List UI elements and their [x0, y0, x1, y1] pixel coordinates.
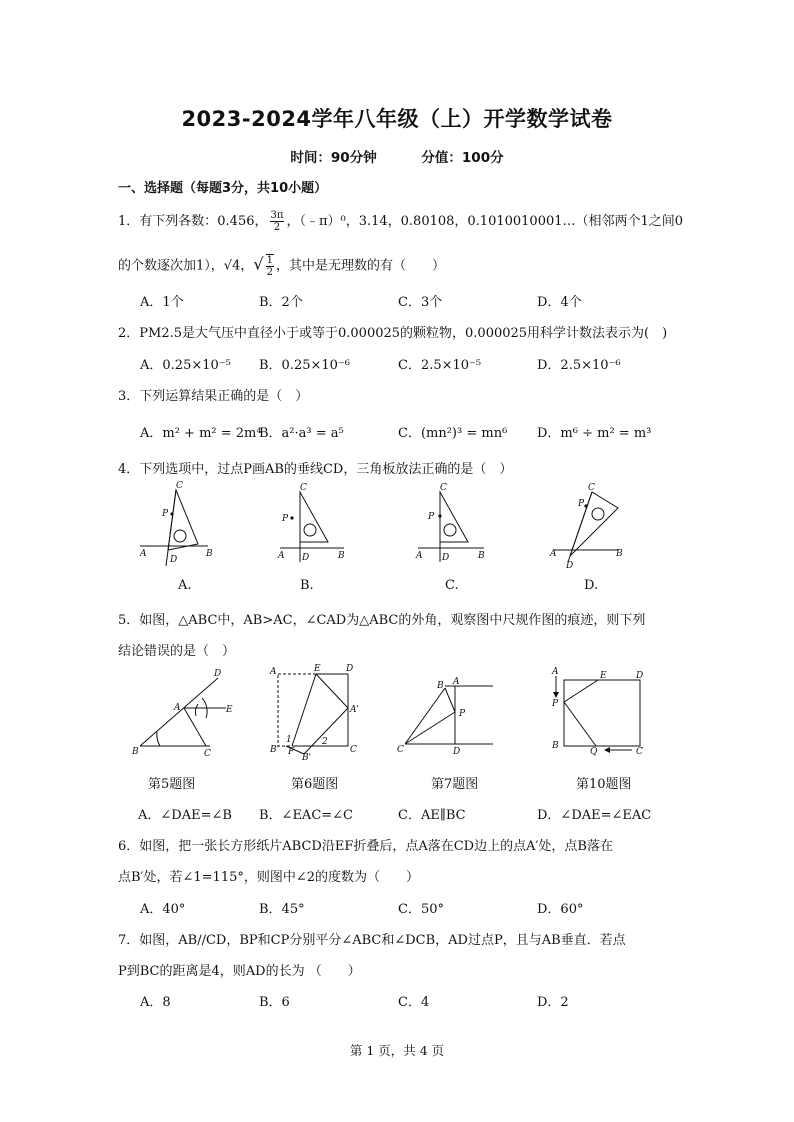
label-c: C — [350, 745, 357, 755]
q1-option-b[interactable]: B．2个 — [259, 295, 303, 310]
q4-figure-a — [136, 478, 226, 570]
label-b: B — [552, 741, 559, 751]
figure-q7 — [395, 672, 497, 760]
label-a: A — [416, 551, 423, 561]
label-d: D — [346, 664, 354, 674]
label-p: P — [459, 709, 466, 719]
q4-caption-b: B. — [300, 578, 314, 593]
q4-caption-a: A. — [178, 578, 192, 593]
label-p: P — [428, 512, 435, 522]
figure-q10 — [548, 666, 648, 758]
q2-option-d[interactable]: D．2.5×10⁻⁶ — [537, 358, 621, 373]
label-b: B — [338, 551, 345, 561]
q6-option-d[interactable]: D．60° — [537, 902, 584, 917]
label-c: C — [204, 749, 211, 759]
q7-option-b[interactable]: B．6 — [259, 995, 290, 1010]
figure-q5 — [130, 664, 245, 759]
question-6-line2: 点B′处，若∠1=115°，则图中∠2的度数为（ ） — [118, 870, 420, 885]
label-d: D — [302, 553, 310, 563]
q7-option-c[interactable]: C．4 — [398, 995, 430, 1010]
label-c: C — [300, 483, 307, 493]
question-4: 4．下列选项中，过点P画AB的垂线CD，三角板放法正确的是（ ） — [118, 462, 513, 477]
q4-figure-b — [276, 478, 366, 570]
label-f: F — [288, 747, 295, 757]
label-a: A — [174, 703, 181, 713]
exam-info — [0, 146, 794, 166]
label-p: P — [552, 699, 559, 709]
label-d: D — [453, 747, 461, 757]
label-angle-1: 1 — [286, 735, 292, 745]
section-heading: 一、选择题（每题3分，共10小题） — [118, 181, 328, 196]
question-7-line2: P到BC的距离是4，则AD的长为 （ ） — [118, 964, 361, 979]
question-7-line1: 7．如图，AB//CD，BP和CP分别平分∠ABC和∠DCB，AD过点P，且与AB垂直．若点 — [118, 933, 626, 948]
label-q: Q — [590, 747, 598, 757]
label-c: C — [636, 747, 643, 757]
label-d: D — [566, 561, 574, 570]
label-a: A — [550, 549, 557, 559]
question-1-line2: 的个数逐次加1），√4，√ $\frac{1}{2}$ ，其中是无理数的有（ ） — [118, 254, 445, 278]
page-title: 2023-2024学年八年级（上）开学数学试卷 — [181, 107, 613, 131]
label-a-prime: A' — [350, 705, 359, 715]
label-c: C — [440, 483, 447, 493]
label-a: A — [278, 551, 285, 561]
q7-option-d[interactable]: D．2 — [537, 995, 569, 1010]
q4-figure-c — [414, 478, 504, 570]
label-b-prime-left: B' — [270, 745, 280, 755]
fraction-3pi-over-2: $\frac{3\pi}{2}$ — [270, 210, 284, 233]
label-c: C — [588, 483, 595, 493]
q6-option-b[interactable]: B．45° — [259, 902, 305, 917]
label-b: B — [437, 681, 444, 691]
question-2: 2．PM2.5是大气压中直径小于或等于0.000025的颗粒物，0.000025用科学计数法表示为( ) — [118, 326, 668, 341]
caption-figure-6: 第6题图 — [291, 777, 339, 792]
q5-option-c[interactable]: C．AE∥BC — [398, 808, 466, 823]
q5-option-b[interactable]: B．∠EAC=∠C — [259, 808, 354, 823]
q2-option-a[interactable]: A．0.25×10⁻⁵ — [140, 358, 231, 373]
label-e: E — [314, 664, 321, 674]
label-e: E — [600, 671, 607, 681]
q3-option-d[interactable]: D．m⁶ ÷ m² = m³ — [537, 426, 652, 441]
question-5-line2: 结论错误的是（ ） — [118, 644, 236, 659]
q3-option-b[interactable]: B．a²·a³ = a⁵ — [259, 426, 344, 441]
label-a: A — [140, 549, 147, 559]
label-d: D — [214, 669, 222, 679]
label-angle-2: 2 — [322, 737, 328, 747]
label-p: P — [162, 509, 169, 519]
q4-caption-d: D. — [584, 578, 599, 593]
exam-time: 时间：90分钟 — [290, 150, 377, 166]
figure-q6 — [268, 662, 363, 760]
label-p: P — [578, 499, 585, 509]
label-c: C — [176, 481, 183, 491]
label-e: E — [226, 705, 233, 715]
label-d: D — [442, 553, 450, 563]
q2-option-c[interactable]: C．2.5×10⁻⁵ — [398, 358, 482, 373]
label-a: A — [552, 667, 559, 677]
label-p: P — [282, 514, 289, 524]
label-a: A — [270, 667, 277, 677]
label-d: D — [170, 555, 178, 565]
label-a: A — [453, 677, 460, 687]
sqrt-half: $\frac{1}{2}$ — [266, 255, 273, 278]
label-b: B — [206, 549, 213, 559]
caption-figure-10: 第10题图 — [576, 777, 632, 792]
q1-option-c[interactable]: C．3个 — [398, 295, 443, 310]
label-b: B — [616, 549, 623, 559]
caption-figure-5: 第5题图 — [148, 777, 196, 792]
q7-option-a[interactable]: A．8 — [140, 995, 171, 1010]
question-3: 3．下列运算结果正确的是（ ） — [118, 389, 309, 404]
q1-option-d[interactable]: D．4个 — [537, 295, 582, 310]
q5-option-a[interactable]: A．∠DAE=∠B — [138, 808, 232, 823]
q6-option-c[interactable]: C．50° — [398, 902, 444, 917]
q1-option-a[interactable]: A．1个 — [140, 295, 184, 310]
q4-figure-d — [546, 478, 636, 570]
q3-option-c[interactable]: C．(mn²)³ = mn⁶ — [398, 426, 508, 441]
q2-option-b[interactable]: B．0.25×10⁻⁶ — [259, 358, 351, 373]
exam-score: 分值：100分 — [421, 150, 504, 166]
page-footer: 第 1 页，共 4 页 — [349, 1043, 445, 1058]
q4-caption-c: C. — [445, 578, 459, 593]
label-b: B — [132, 747, 139, 757]
question-6-line1: 6．如图，把一张长方形纸片ABCD沿EF折叠后，点A落在CD边上的点A′处，点B落在 — [118, 839, 613, 854]
q3-option-a[interactable]: A．m² + m² = 2m⁴ — [140, 426, 262, 441]
label-b: B — [478, 551, 485, 561]
label-c: C — [397, 745, 404, 755]
label-b-prime: B' — [302, 753, 312, 760]
q5-option-d[interactable]: D．∠DAE=∠EAC — [537, 808, 652, 823]
label-d: D — [636, 671, 644, 681]
sqrt-4: √4 — [223, 258, 241, 274]
question-1-line1: 1．有下列各数：0.456， $\frac{3\pi}{2}$ ，（﹣π）⁰，3.14，0.80108，0.1010010001…（相邻两个1之间0 — [118, 210, 684, 233]
caption-figure-7: 第7题图 — [431, 777, 479, 792]
question-5-line1: 5．如图，△ABC中，AB>AC，∠CAD为△ABC的外角，观察图中尺规作图的痕迹，则下列 — [118, 613, 646, 628]
q6-option-a[interactable]: A．40° — [140, 902, 186, 917]
